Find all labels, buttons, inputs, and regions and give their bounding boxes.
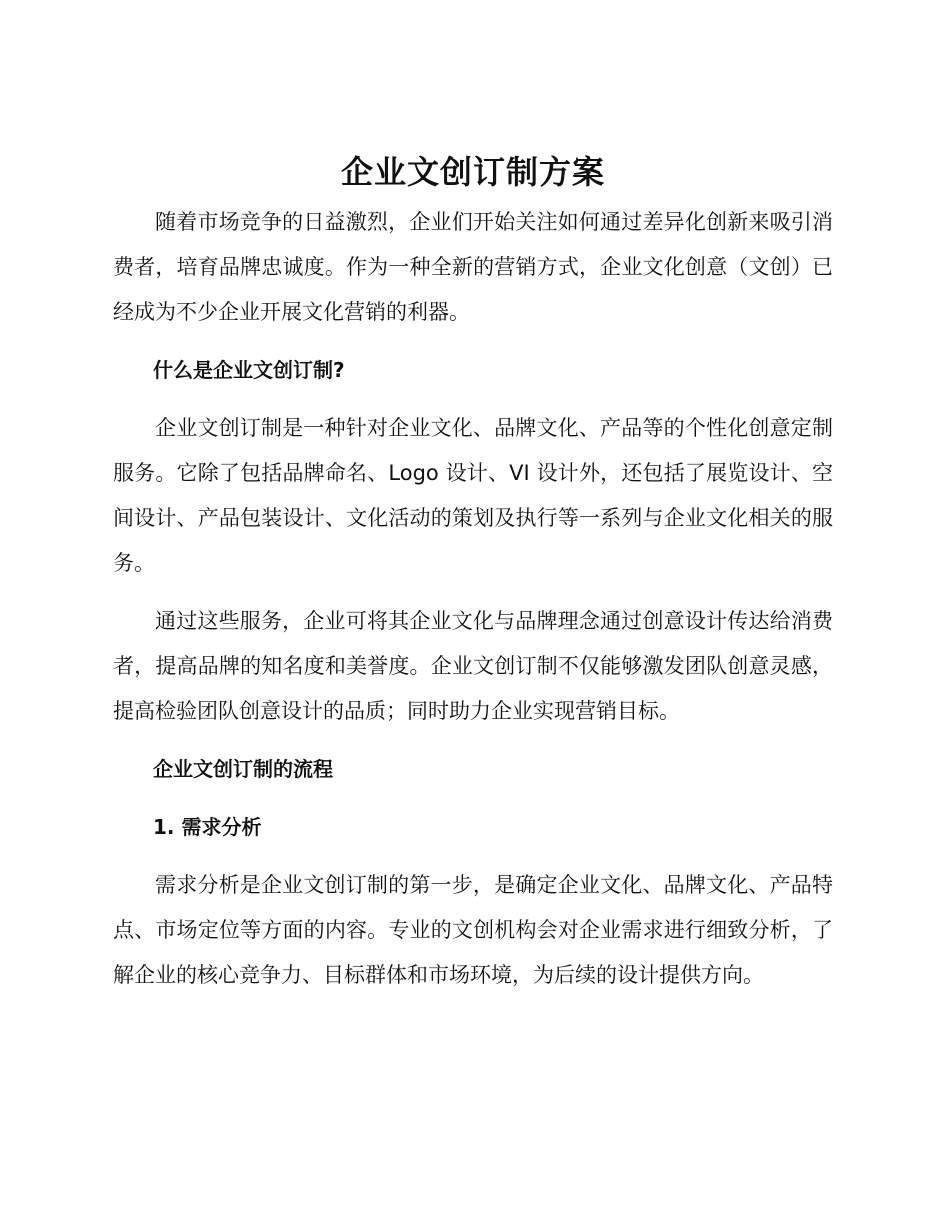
intro-paragraph: 随着市场竞争的日益激烈，企业们开始关注如何通过差异化创新来吸引消费者，培育品牌忠诚度。作为一种全新的营销方式，企业文化创意（文创）已经成为不少企业开展文化营销的利器。 <box>113 210 833 324</box>
section-heading-what-is: 什么是企业文创订制? <box>153 358 345 382</box>
paragraph-definition: 企业文创订制是一种针对企业文化、品牌文化、产品等的个性化创意定制服务。它除了包括品牌命名、Logo 设计、VI 设计外，还包括了展览设计、空间设计、产品包装设计、文化活动的策划及执行等一系列与企业文化相关的服务。 <box>113 416 833 575</box>
paragraph-requirements: 需求分析是企业文创订制的第一步，是确定企业文化、品牌文化、产品特点、市场定位等方面的内容。专业的文创机构会对企业需求进行细致分析，了解企业的核心竞争力、目标群体和市场环境，为后续的设计提供方向。 <box>113 873 833 987</box>
step-heading-requirements: 1. 需求分析 <box>153 815 262 839</box>
document-title: 企业文创订制方案 <box>340 153 605 191</box>
document-body <box>113 148 833 1011</box>
section-heading-process: 企业文创订制的流程 <box>153 757 333 781</box>
paragraph-benefits: 通过这些服务，企业可将其企业文化与品牌理念通过创意设计传达给消费者，提高品牌的知名度和美誉度。企业文创订制不仅能够激发团队创意灵感，提高检验团队创意设计的品质；同时助力企业实现营销目标。 <box>113 609 833 723</box>
